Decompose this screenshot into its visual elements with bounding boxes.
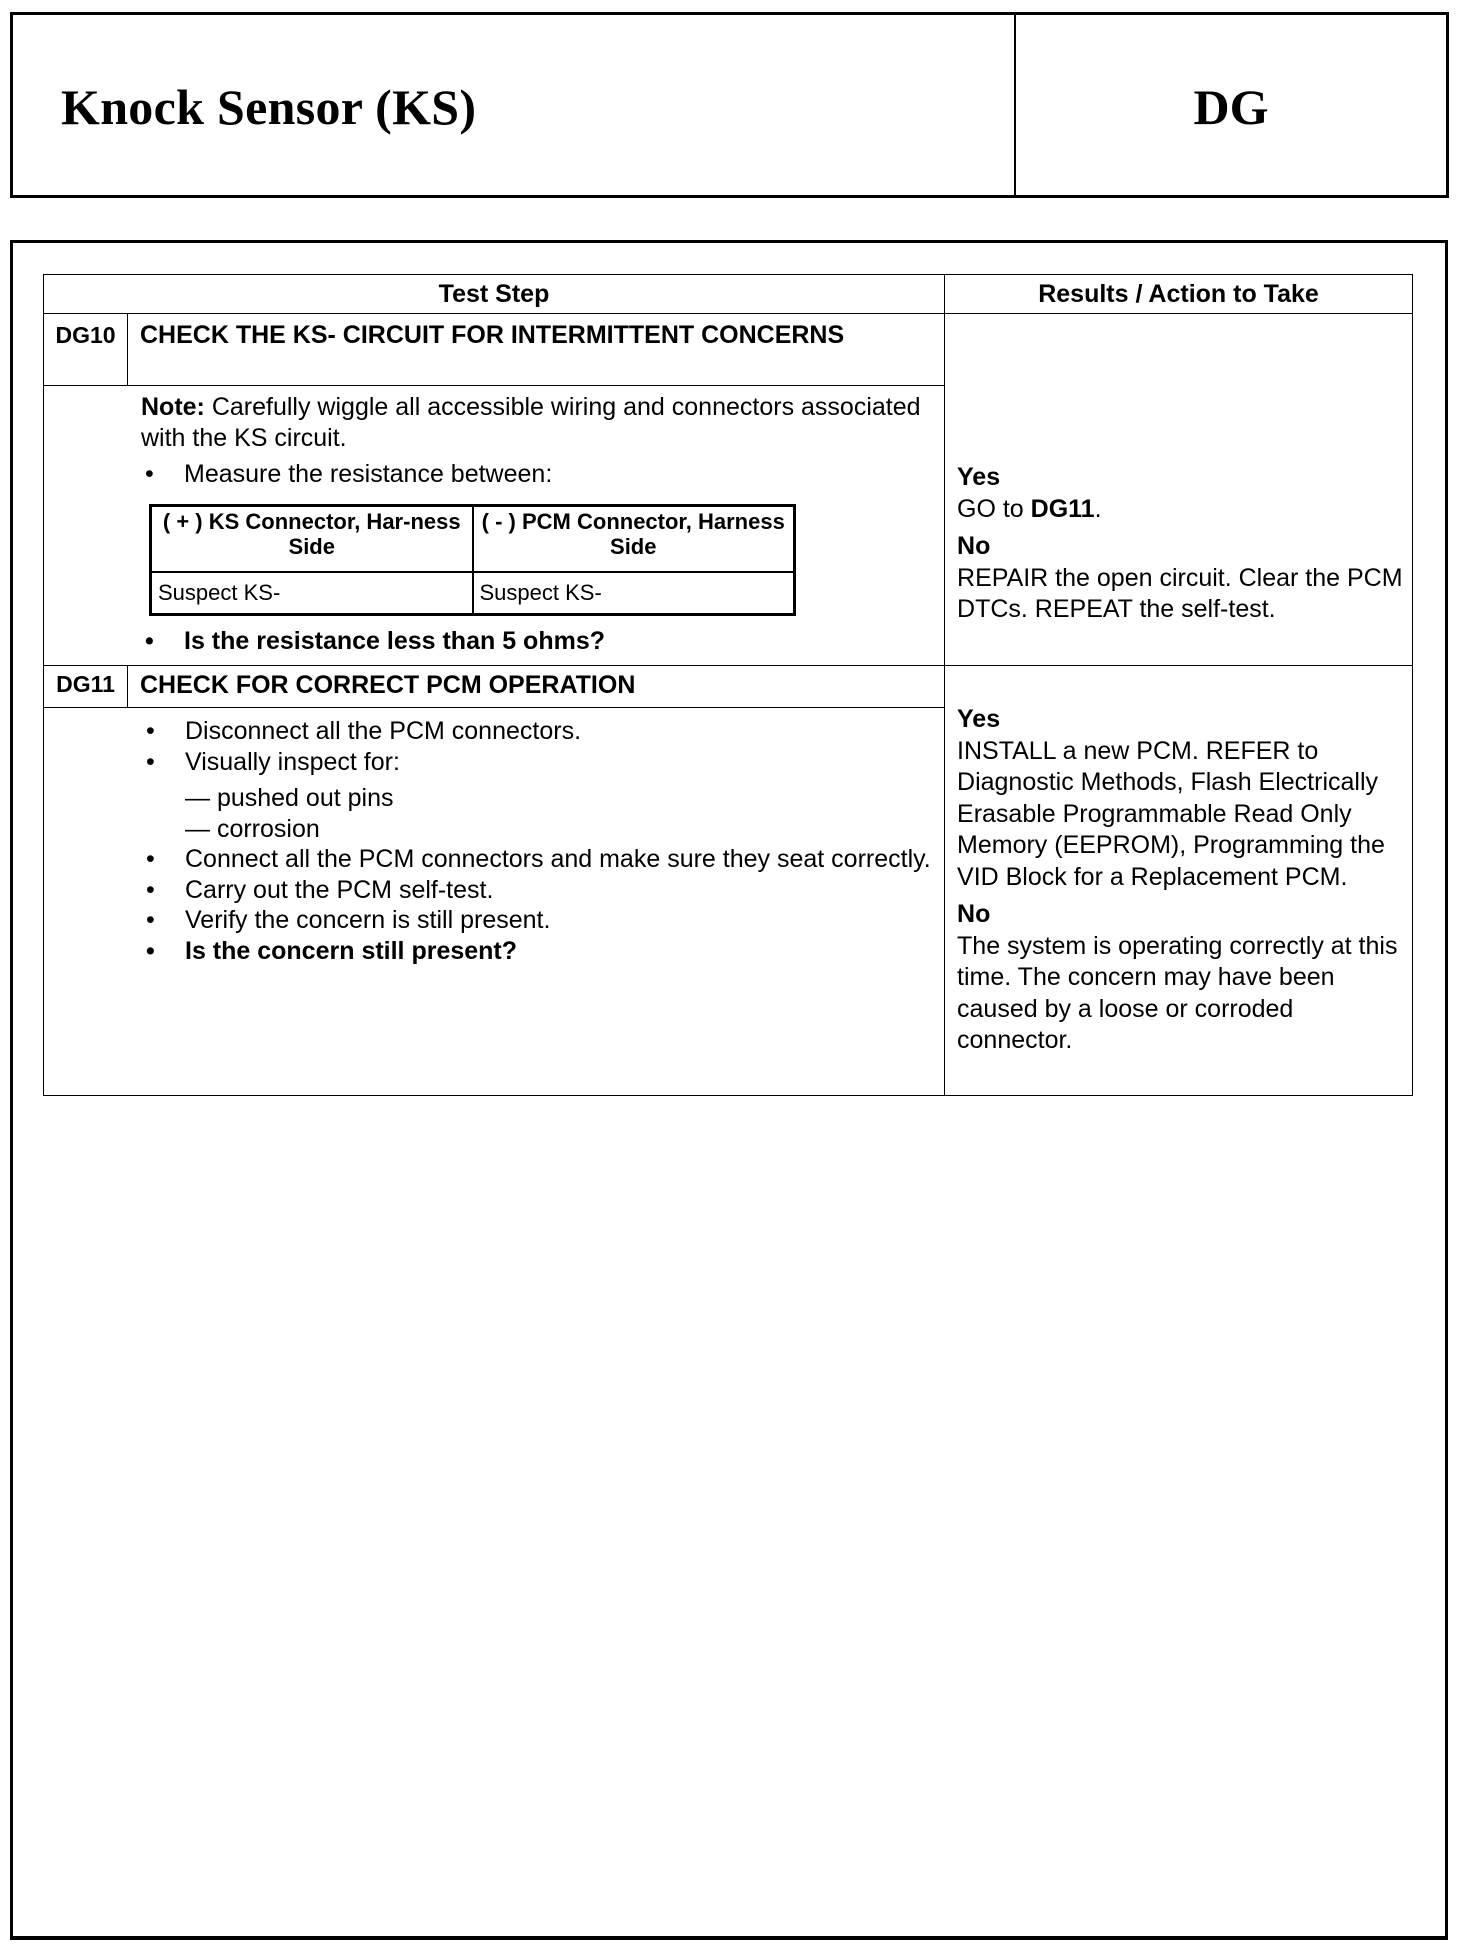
- list-item: • Carry out the PCM self-test.: [142, 875, 934, 906]
- column-header-test-step: Test Step: [44, 275, 945, 314]
- step-question-list: [141, 626, 934, 657]
- note-label: Note:: [141, 393, 205, 421]
- section-code: DG: [1193, 79, 1269, 135]
- step-id: DG10: [44, 314, 128, 386]
- measurement-cell: Suspect KS-: [473, 572, 795, 615]
- step-instructions: [142, 716, 934, 777]
- list-item: • Verify the concern is still present.: [142, 905, 934, 936]
- measurement-row: [151, 572, 795, 615]
- list-item: • Disconnect all the PCM connectors.: [142, 716, 934, 747]
- step-instructions-continued: [142, 844, 934, 966]
- result-no: [957, 531, 1408, 626]
- column-header-results: Results / Action to Take: [945, 275, 1413, 314]
- measurement-header-positive: ( + ) KS Connector, Har-ness Side: [151, 505, 473, 572]
- step-question: • Is the concern still present?: [142, 936, 934, 967]
- table-header-row: [44, 275, 1413, 314]
- result-yes-text: INSTALL a new PCM. REFER to Diagnostic Methods, Flash Electrically Erasable Programmable Read Only Memory (EEPROM), Programming the VID Block for a Replacement PCM.: [957, 736, 1385, 891]
- step-question: • Is the resistance less than 5 ohms?: [141, 626, 934, 657]
- measurement-cell: Suspect KS-: [151, 572, 473, 615]
- result-yes-text: GO to DG11.: [957, 494, 1102, 523]
- sub-list-item: — pushed out pins: [185, 784, 394, 812]
- step-title-row: [44, 314, 1413, 386]
- page-header: [10, 12, 1449, 198]
- step-results: [945, 666, 1413, 1096]
- sub-list-item: — corrosion: [185, 814, 320, 843]
- measurement-table: [149, 504, 796, 616]
- step-title: CHECK THE KS- CIRCUIT FOR INTERMITTENT CONCERNS: [128, 314, 945, 386]
- note-text: Carefully wiggle all accessible wiring and connectors associated with the KS circuit.: [141, 393, 921, 452]
- result-no-text: The system is operating correctly at this time. The concern may have been caused by a loose or corroded connector.: [957, 931, 1398, 1054]
- result-yes: [957, 462, 1408, 525]
- step-title-row: [44, 666, 1413, 708]
- list-item: • Visually inspect for:: [142, 747, 934, 778]
- result-yes: [957, 704, 1408, 893]
- result-no-label: No: [957, 900, 991, 928]
- result-no-text: REPAIR the open circuit. Clear the PCM DTCs. REPEAT the self-test.: [957, 563, 1403, 623]
- step-content: [44, 708, 945, 1096]
- result-no: [957, 899, 1408, 1057]
- measurement-header-negative: ( - ) PCM Connector, Harness Side: [473, 505, 795, 572]
- step-note: [141, 392, 934, 453]
- step-title: CHECK FOR CORRECT PCM OPERATION: [128, 666, 945, 708]
- list-item: • Connect all the PCM connectors and make sure they seat correctly.: [142, 844, 934, 875]
- result-no-label: No: [957, 532, 991, 560]
- step-results: [945, 314, 1413, 666]
- result-yes-label: Yes: [957, 705, 1001, 733]
- test-step-table: [43, 274, 1413, 1096]
- step-reference-link[interactable]: DG11: [1030, 494, 1095, 523]
- step-instructions: [141, 459, 934, 490]
- measurement-header-row: [151, 505, 795, 572]
- page-title: Knock Sensor (KS): [61, 79, 477, 135]
- list-item: • Measure the resistance between:: [141, 459, 934, 490]
- step-id: DG11: [44, 666, 128, 708]
- result-yes-label: Yes: [957, 463, 1001, 491]
- step-content: [44, 386, 945, 666]
- inspection-sub-list: [142, 783, 934, 844]
